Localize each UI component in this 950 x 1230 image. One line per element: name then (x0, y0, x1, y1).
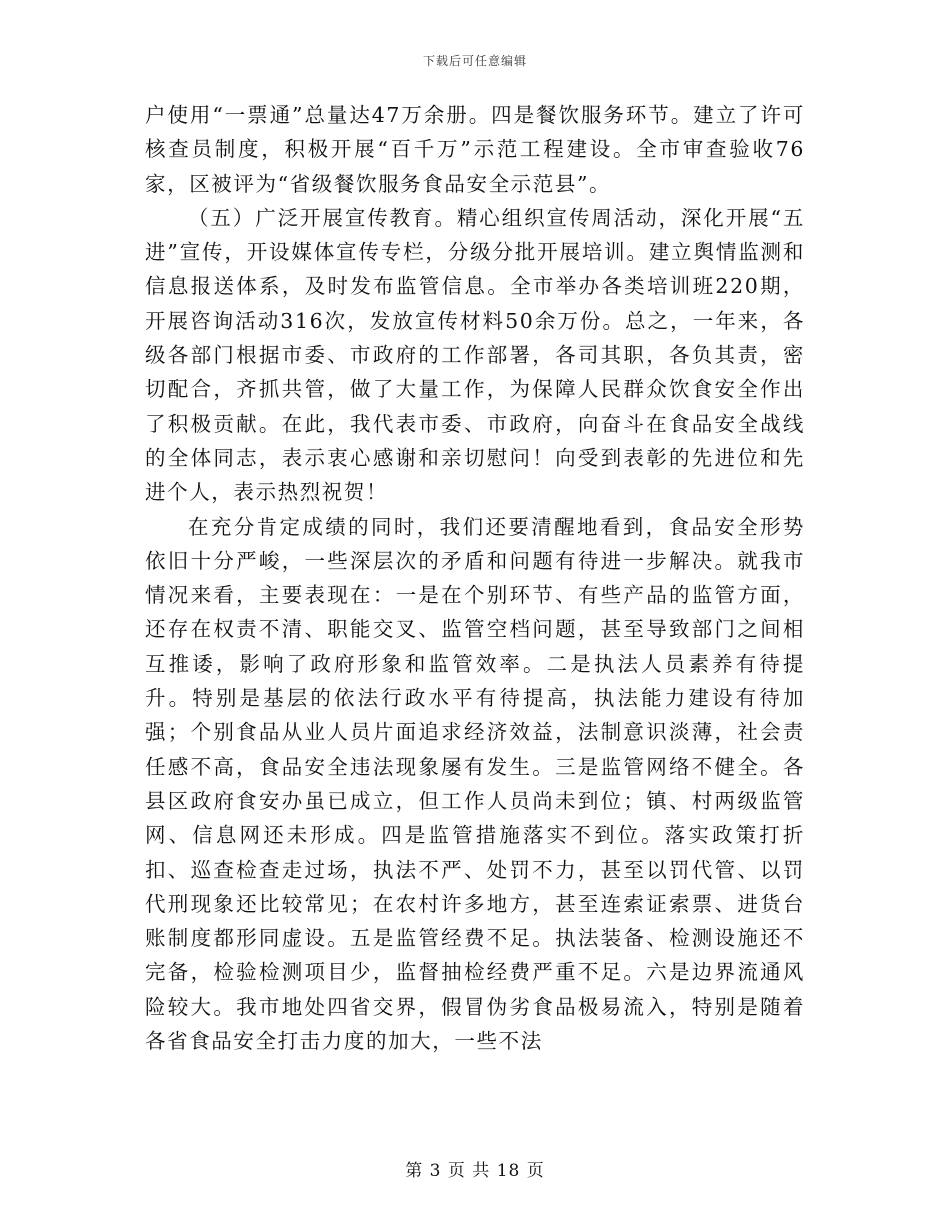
document-body (145, 98, 805, 1058)
page-footer: 第 3 页 共 18 页 (405, 1161, 545, 1181)
paragraph-2: （五）广泛开展宣传教育。精心组织宣传周活动，深化开展“五进”宣传，开设媒体宣传专栏，分级分批开展培训。建立舆情监测和信息报送体系，及时发布监管信息。全市举办各类培训班220期，开展咨询活动316次，发放宣传材料50余万份。总之，一年来，各级各部门根据市委、市政府的工作部署，各司其职，各负其责，密切配合，齐抓共管，做了大量工作，为保障人民群众饮食安全作出了积极贡献。在此，我代表市委、市政府，向奋斗在食品安全战线的全体同志，表示衷心感谢和亲切慰问！向受到表彰的先进位和先进个人，表示热烈祝贺！ (145, 205, 805, 505)
paragraph-1: 户使用“一票通”总量达47万余册。四是餐饮服务环节。建立了许可核查员制度，积极开展“百千万”示范工程建设。全市审查验收76家，区被评为“省级餐饮服务食品安全示范县”。 (145, 103, 805, 196)
paragraph-3: 在充分肯定成绩的同时，我们还要清醒地看到，食品安全形势依旧十分严峻，一些深层次的矛盾和问题有待进一步解决。就我市情况来看，主要表现在：一是在个别环节、有些产品的监管方面，还存在权责不清、职能交叉、监管空档问题，甚至导致部门之间相互推诿，影响了政府形象和监管效率。二是执法人员素养有待提升。特别是基层的依法行政水平有待提高，执法能力建设有待加强；个别食品从业人员片面追求经济效益，法制意识淡薄，社会责任感不高，食品安全违法现象屡有发生。三是监管网络不健全。各县区政府食安办虽已成立，但工作人员尚未到位；镇、村两级监管网、信息网还未形成。四是监管措施落实不到位。落实政策打折扣、巡查检查走过场，执法不严、处罚不力，甚至以罚代管、以罚代刑现象还比较常见；在农村许多地方，甚至连索证索票、进货台账制度都形同虚设。五是监管经费不足。执法装备、检测设施还不完备，检验检测项目少，监督抽检经费严重不足。六是边界流通风险较大。我市地处四省交界，假冒伪劣食品极易流入，特别是随着各省食品安全打击力度的加大，一些不法 (145, 514, 805, 1054)
page-header: 下载后可任意编辑 (422, 54, 527, 68)
